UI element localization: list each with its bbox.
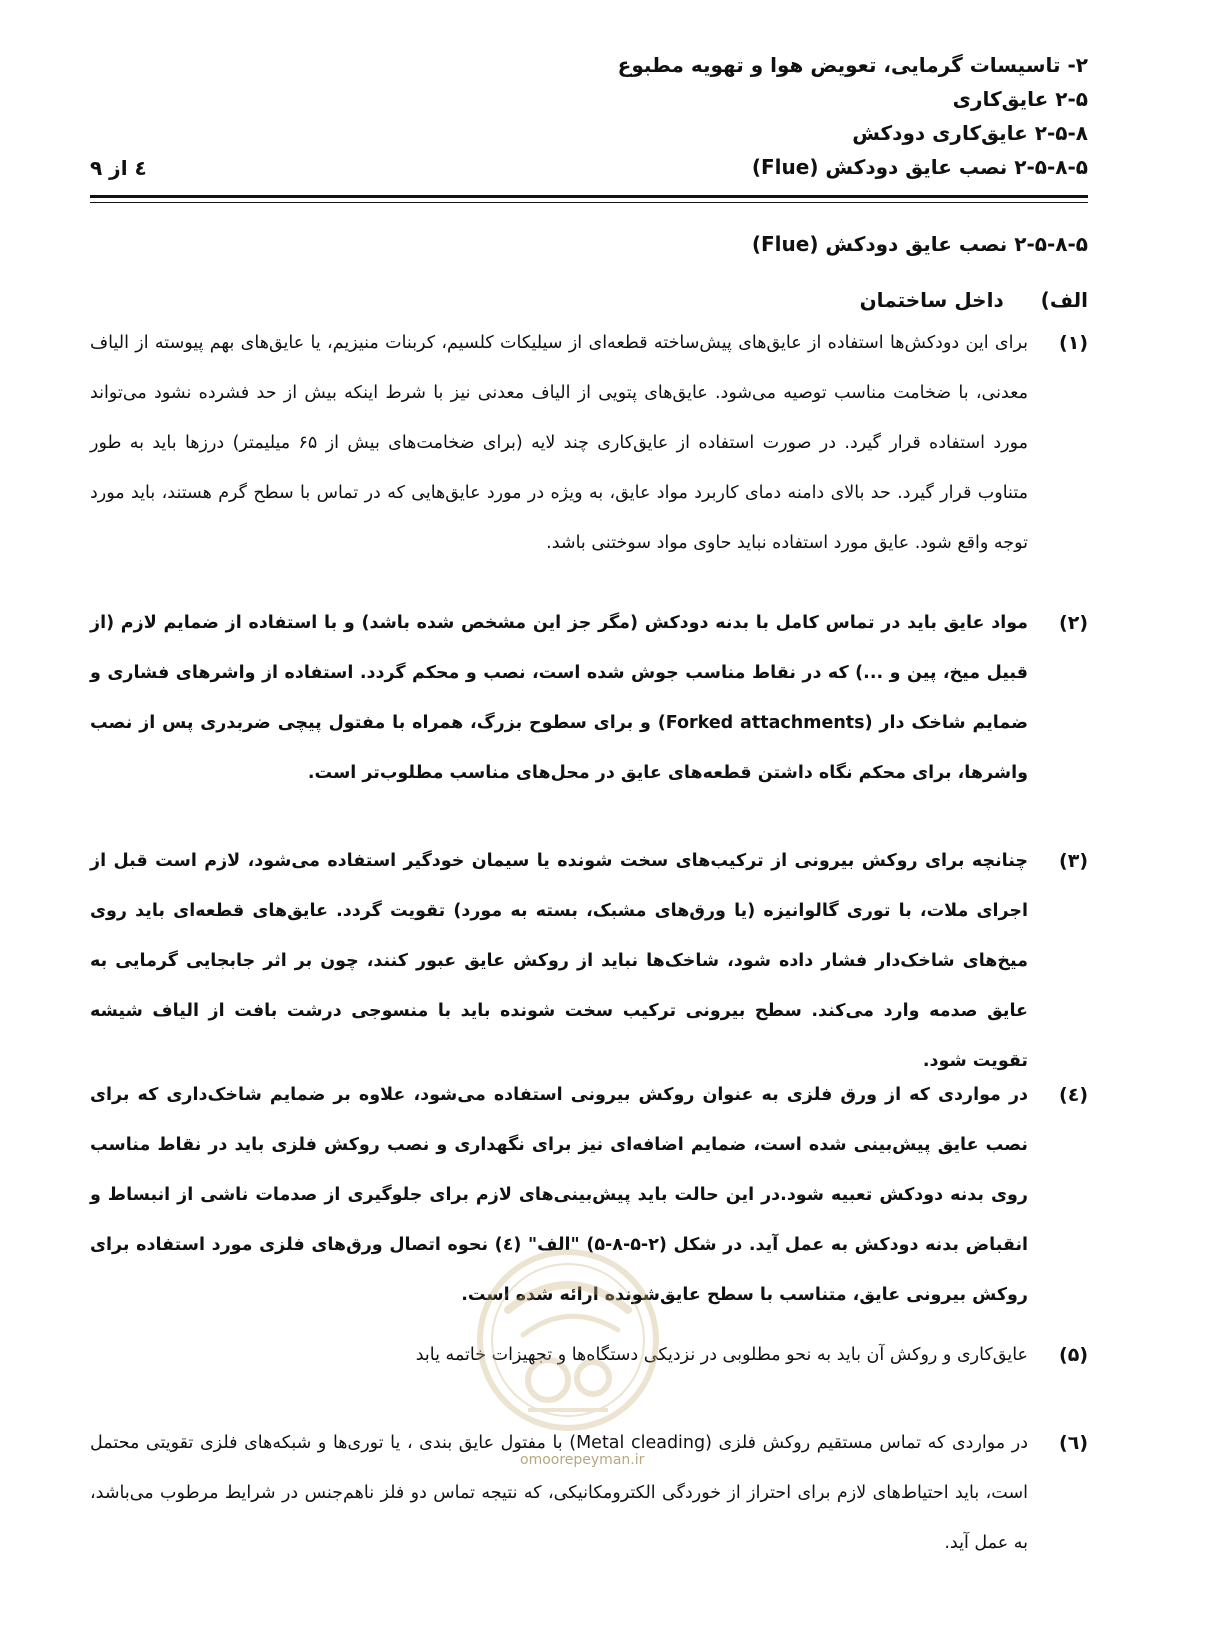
header-section: ۲-۵ عایق‌کاری: [952, 87, 1088, 111]
item-number: (۲): [1059, 612, 1088, 634]
item-number: (۵): [1059, 1344, 1088, 1366]
watermark-logo: [468, 1240, 668, 1440]
page-number: ٤ از ۹: [90, 156, 147, 180]
header-subsection: ۲-۵-۸ عایق‌کاری دودکش: [852, 121, 1088, 145]
item-text: برای این دودکش‌ها استفاده از عایق‌های پیش‌ساخته قطعه‌ای از سیلیکات کلسیم، کربنات منیزیم، یا عایق‌های بهم پیوسته از الیاف معدنی، با ضخامت مناسب توصیه می‌شود. عایق‌های پتویی از الیاف معدنی نیز با شرط اینکه بیش از حد فشرده نشود می‌تواند مورد استفاده قرار گیرد. در صورت استفاده از عایق‌کاری چند لایه (برای ضخامت‌های بیش از ۶۵ میلیمتر) درزها باید به طور متناوب قرار گیرد. حد بالای دامنه دمای کاربرد مواد عایق، به ویژه در مورد عایق‌هایی که در تماس با سطح گرم هستند، باید مورد توجه واقع شود. عایق مورد استفاده نباید حاوی مواد سوختنی باشد.: [90, 333, 1028, 553]
subsection-heading: [860, 288, 1088, 312]
header-chapter: ۲- تاسیسات گرمایی، تعویض هوا و تهویه مطبوع: [617, 53, 1088, 77]
subsection-title: داخل ساختمان: [859, 288, 1004, 312]
item-text: عایق‌کاری و روکش آن باید به نحو مطلوبی در نزدیکی دستگاه‌ها و تجهیزات خاتمه یابد: [415, 1345, 1028, 1365]
item-text: چنانچه برای روکش بیرونی از ترکیب‌های سخت شونده یا سیمان خودگیر استفاده می‌شود، لازم است قبل از اجرای ملات، با توری گالوانیزه (یا ورق‌های مشبک، بسته به مورد) تقویت گردد. عایق‌های قطعه‌ای باید روی میخ‌های شاخک‌دار فشار داده شود، شاخک‌ها نباید از روکش عایق عبور کنند، چون بر اثر جابجایی گرمایی به عایق صدمه وارد می‌کند. سطح بیرونی ترکیب سخت شونده باید با منسوجی درشت بافت از الیاف شیشه تقویت شود.: [90, 851, 1028, 1071]
header-topic: ۲-۵-۸-۵ نصب عایق دودکش (Flue): [751, 155, 1088, 179]
watermark-site: omoorepeyman.ir: [520, 1452, 645, 1468]
section-title: ۲-۵-۸-۵ نصب عایق دودکش (Flue): [751, 232, 1088, 256]
subsection-label: الف): [1040, 288, 1088, 312]
header-divider-thin: [90, 202, 1088, 203]
item-number: (٤): [1059, 1084, 1088, 1106]
item-number: (۳): [1059, 850, 1088, 872]
item-number: (۱): [1059, 332, 1088, 354]
page-header: [90, 48, 1088, 184]
item-text: مواد عایق باید در تماس کامل با بدنه دودکش (مگر جز این مشخص شده باشد) و با استفاده از ضمایم لازم (از قبیل میخ، پین و ...) که در نقاط مناسب جوش شده است، نصب و محکم گردد. استفاده از واشرهای فشاری و ضمایم شاخک دار (Forked attachments) و برای سطوح بزرگ، همراه با مفتول پیچی ضربدری پس از نصب واشرها، برای محکم نگاه داشتن قطعه‌های عایق در محل‌های مناسب مطلوب‌تر است.: [90, 613, 1028, 783]
item-text: در مواردی که از ورق فلزی به عنوان روکش بیرونی استفاده می‌شود، علاوه بر ضمایم شاخک‌داری که برای نصب عایق پیش‌بینی شده است، ضمایم اضافه‌ای نیز برای نگهداری و نصب روکش فلزی باید در نقاط مناسب روی بدنه دودکش تعبیه شود.در این حالت باید پیش‌بینی‌های لازم برای جلوگیری از صدمات ناشی از انبساط و انقباض بدنه دودکش به عمل آید. در شکل (۲-۵-۸-۵) "الف" (٤) نحوه اتصال ورق‌های فلزی مورد استفاده برای روکش بیرونی عایق، متناسب با سطح عایق‌شونده ارائه شده است.: [90, 1085, 1029, 1305]
item-number: (٦): [1059, 1432, 1088, 1454]
item-text: در مواردی که تماس مستقیم روکش فلزی (Metal cleading) با مفتول عایق بندی ، یا توری‌ها و شبکه‌های فلزی تقویتی محتمل است، باید احتیاط‌های لازم برای احتراز از خوردگی الکترومکانیکی، که نتیجه تماس دو فلز ناهم‌جنس در شرایط مرطوب می‌باشد، به عمل آید.: [90, 1433, 1028, 1553]
header-divider-thick: [90, 195, 1088, 198]
